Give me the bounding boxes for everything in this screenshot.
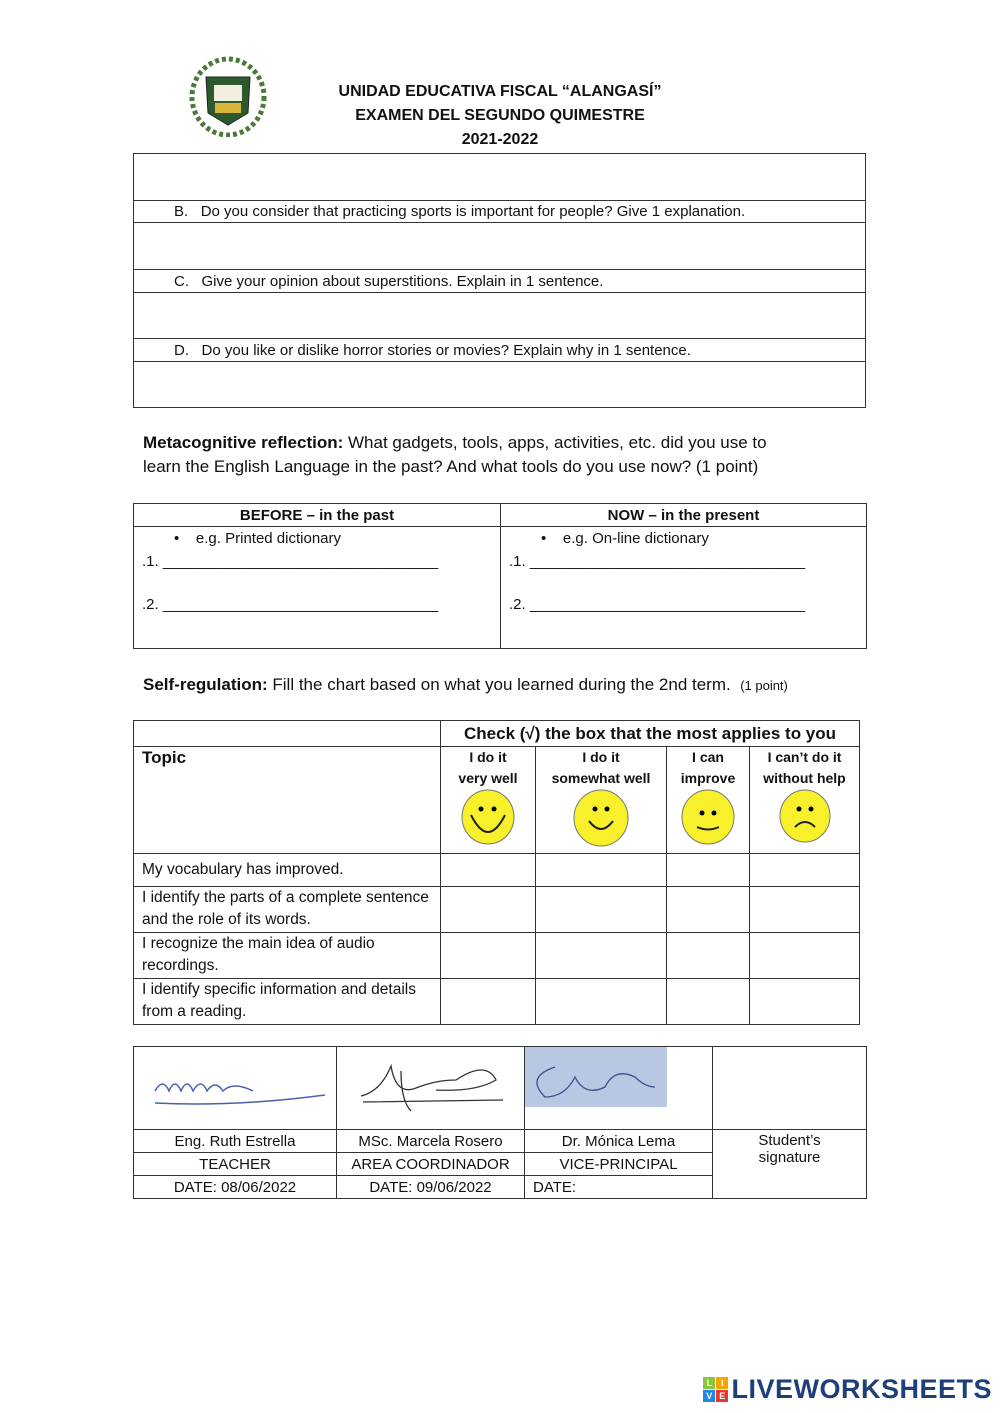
viceprincipal-date: DATE: <box>525 1176 713 1199</box>
metacognitive-prompt-2: learn the English Language in the past? And what tools do you use now? (1 point) <box>143 457 759 476</box>
question-d: D. Do you like or dislike horror stories or movies? Explain why in 1 sentence. <box>134 339 866 362</box>
topic-header: Topic <box>134 747 441 854</box>
level-somewhat-well: I do it somewhat well <box>536 747 667 854</box>
topic-row: My vocabulary has improved. <box>134 854 441 887</box>
before-line-2[interactable]: .2. _________________________________ <box>142 596 439 613</box>
now-line-1[interactable]: .1. _________________________________ <box>509 553 806 570</box>
answer-field[interactable] <box>134 223 866 270</box>
signature-image <box>351 1056 511 1116</box>
teacher-signature <box>134 1047 337 1130</box>
before-cell[interactable]: • e.g. Printed dictionary .1. _________________________________ .2. _________________________________ <box>134 527 501 649</box>
level-very-well: I do it very well <box>441 747 536 854</box>
slight-smile-icon <box>680 789 736 845</box>
coordinator-date: DATE: 09/06/2022 <box>337 1176 525 1199</box>
signature-image <box>145 1061 325 1111</box>
coordinator-name: MSc. Marcela Rosero <box>337 1130 525 1153</box>
answer-field[interactable] <box>134 362 866 408</box>
self-regulation-table <box>133 720 860 1025</box>
viceprincipal-signature <box>525 1047 713 1130</box>
school-year: 2021-2022 <box>461 131 539 148</box>
exam-title: EXAMEN DEL SEGUNDO QUIMESTRE <box>355 107 645 124</box>
teacher-role: TEACHER <box>134 1153 337 1176</box>
before-line-1[interactable]: .1. _________________________________ <box>142 553 439 570</box>
viceprincipal-role: VICE-PRINCIPAL <box>525 1153 713 1176</box>
signatures-table <box>133 1046 867 1199</box>
smile-icon <box>572 789 630 847</box>
signature-image <box>525 1047 667 1107</box>
selfreg-prompt: Self-regulation: Fill the chart based on what you learned during the 2nd term. (1 point) <box>143 675 788 694</box>
check-box[interactable] <box>536 933 667 979</box>
check-box[interactable] <box>441 854 536 887</box>
check-box[interactable] <box>750 979 860 1025</box>
level-can-improve: I can improve <box>667 747 750 854</box>
topic-row: I identify the parts of a complete sentence and the role of its words. <box>134 887 441 933</box>
check-box[interactable] <box>441 933 536 979</box>
topic-row: I identify specific information and details from a reading. <box>134 979 441 1025</box>
now-line-2[interactable]: .2. _________________________________ <box>509 596 806 613</box>
check-box[interactable] <box>667 854 750 887</box>
check-box[interactable] <box>667 887 750 933</box>
live-cube-icon: L I V E <box>703 1377 728 1402</box>
check-box[interactable] <box>667 933 750 979</box>
now-cell[interactable]: • e.g. On-line dictionary .1. _________________________________ .2. _________________________________ <box>501 527 867 649</box>
level-need-help: I can’t do it without help <box>750 747 860 854</box>
student-signature-field[interactable] <box>713 1047 867 1130</box>
check-box[interactable] <box>750 933 860 979</box>
topic-row: I recognize the main idea of audio recordings. <box>134 933 441 979</box>
check-box[interactable] <box>667 979 750 1025</box>
check-box[interactable] <box>750 854 860 887</box>
question-b: B. Do you consider that practicing sports is important for people? Give 1 explanation. <box>134 201 866 223</box>
question-c: C. Give your opinion about superstitions. Explain in 1 sentence. <box>134 270 866 293</box>
tools-table <box>133 503 867 649</box>
metacognitive-prompt: Metacognitive reflection: What gadgets, tools, apps, activities, etc. did you use to <box>143 433 767 452</box>
answer-field[interactable] <box>134 293 866 339</box>
frown-icon <box>778 789 832 843</box>
big-smile-icon <box>460 789 516 845</box>
answer-field[interactable] <box>134 154 866 201</box>
now-header: NOW – in the present <box>501 504 867 527</box>
check-box[interactable] <box>750 887 860 933</box>
check-box[interactable] <box>441 887 536 933</box>
questions-table <box>133 153 866 408</box>
teacher-name: Eng. Ruth Estrella <box>134 1130 337 1153</box>
check-box[interactable] <box>536 979 667 1025</box>
coordinator-signature <box>337 1047 525 1130</box>
liveworksheets-logo: L I V E LIVEWORKSHEETS <box>703 1374 992 1405</box>
teacher-date: DATE: 08/06/2022 <box>134 1176 337 1199</box>
viceprincipal-name: Dr. Mónica Lema <box>525 1130 713 1153</box>
check-box[interactable] <box>441 979 536 1025</box>
before-header: BEFORE – in the past <box>134 504 501 527</box>
student-signature-label: Student’s signature <box>713 1130 867 1199</box>
check-box[interactable] <box>536 887 667 933</box>
school-name: UNIDAD EDUCATIVA FISCAL “ALANGASÍ” <box>338 83 662 100</box>
check-box[interactable] <box>536 854 667 887</box>
check-header: Check (√) the box that the most applies to you <box>441 721 860 747</box>
coordinator-role: AREA COORDINADOR <box>337 1153 525 1176</box>
